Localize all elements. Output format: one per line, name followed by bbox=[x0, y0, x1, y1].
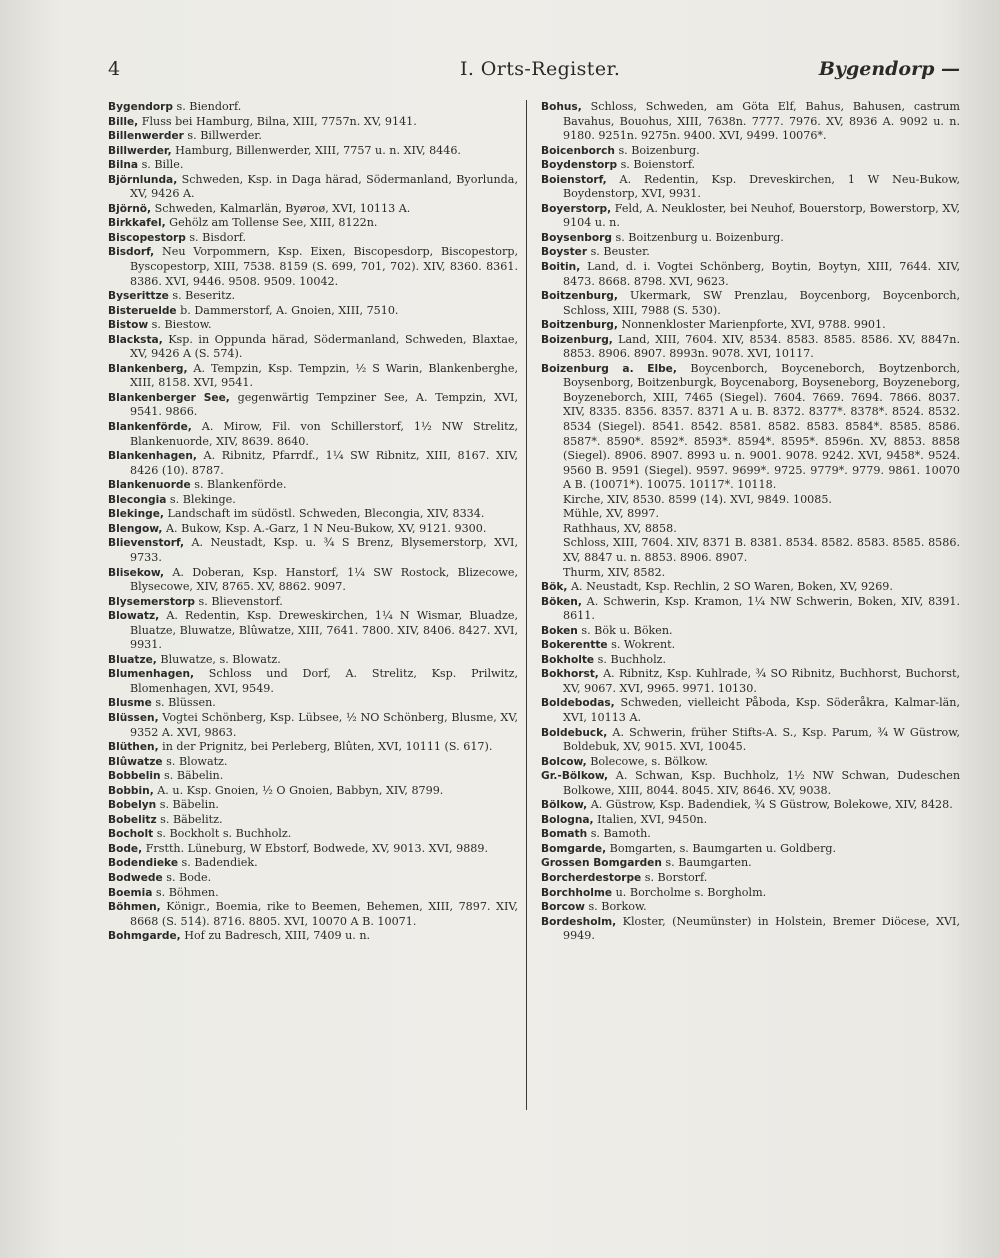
register-entry bbox=[541, 507, 960, 522]
entry-headword: Boldebodas, bbox=[541, 697, 615, 710]
entry-text: s. Bamoth. bbox=[587, 827, 651, 841]
entry-text: s. Bäbelitz. bbox=[156, 812, 223, 826]
entry-headword: Blysemerstorp bbox=[108, 595, 196, 608]
entry-text: s. Borkow. bbox=[584, 900, 647, 914]
register-entry bbox=[108, 595, 518, 610]
entry-text: s. Boitzenburg u. Boizenburg. bbox=[611, 230, 784, 244]
entry-text: Frstth. Lüneburg, W Ebstorf, Bodwede, XV, 9013. XVI, 9889. bbox=[142, 841, 489, 855]
entry-text: A. Güstrow, Ksp. Badendiek, ¾ S Güstrow, Bolekowe, XIV, 8428. bbox=[587, 798, 953, 812]
entry-headword: Bök, bbox=[541, 581, 568, 594]
register-entry bbox=[108, 886, 518, 901]
entry-headword: Bobbin, bbox=[108, 784, 154, 797]
register-entry bbox=[108, 100, 518, 115]
register-entry bbox=[541, 333, 960, 362]
register-entry bbox=[541, 827, 960, 842]
register-entry bbox=[541, 245, 960, 260]
entry-text: Schloss, Schweden, am Göta Elf, Bahus, Bahusen, castrum Bavahus, Bouohus, XIII, 7638n. 7777. 7976. XV, 8936 A. 9092 u. n. 9180. 9251n. 9275n. 9400. XVI, 9499. 10076*. bbox=[563, 100, 960, 143]
entry-text: A. Schwerin, früher Stifts-A. S., Ksp. Parum, ¾ W Güstrow, Boldebuk, XV, 9015. XVI, 10045. bbox=[563, 725, 960, 754]
register-entry bbox=[541, 173, 960, 202]
entry-headword: Böken, bbox=[541, 595, 582, 608]
entry-text: u. Borcholme s. Borgholm. bbox=[612, 885, 767, 899]
register-entry bbox=[108, 333, 518, 362]
entry-text: A. Neustadt, Ksp. Rechlin, 2 SO Waren, Boken, XV, 9269. bbox=[567, 580, 893, 594]
entry-headword: Boitin, bbox=[541, 261, 581, 274]
entry-headword: Boicenborch bbox=[541, 144, 615, 157]
entry-headword: Bobbelin bbox=[108, 770, 161, 783]
register-entry bbox=[541, 566, 960, 581]
entry-headword: Bygendorp bbox=[108, 101, 173, 113]
entry-text: A. Mirow, Fil. von Schillerstorf, 1½ NW Strelitz, Blankenuorde, XIV, 8639. 8640. bbox=[130, 420, 518, 448]
entry-text: Schloss und Dorf, A. Strelitz, Ksp. Prilwitz, Blomenhagen, XVI, 9549. bbox=[130, 667, 518, 695]
page-header bbox=[108, 58, 960, 88]
entry-text: s. Böhmen. bbox=[152, 885, 219, 899]
register-entry bbox=[541, 842, 960, 857]
entry-headword: Bodwede bbox=[108, 871, 163, 884]
register-entry bbox=[108, 362, 518, 391]
entry-headword: Bomgarde, bbox=[541, 842, 607, 855]
register-entry bbox=[541, 726, 960, 755]
entry-headword: Blengow, bbox=[108, 522, 163, 535]
entry-text: Land, XIII, 7604. XIV, 8534. 8583. 8585. 8586. XV, 8847n. 8853. 8906. 8907. 8993n. 9078. XVI, 10117. bbox=[563, 332, 960, 361]
entry-text: Neu Vorpommern, Ksp. Eixen, Biscopesdorp, Biscopestorp, Byscopestorp, XIII, 7538. 8159 (S. 699, 701, 702). XIV, 8360. 8361. 8386. XVI, 9446. 9508. 9509. 10042. bbox=[130, 245, 518, 288]
entry-headword: Bologna, bbox=[541, 813, 594, 826]
entry-headword: Bordesholm, bbox=[541, 915, 617, 928]
running-head: Bygendorp — bbox=[818, 58, 960, 80]
register-entry bbox=[541, 798, 960, 813]
entry-text: Schloss, XIII, 7604. XIV, 8371 B. 8381. 8534. 8582. 8583. 8585. 8586. XV, 8847 u. n. 8853. 8906. 8907. bbox=[563, 536, 960, 564]
register-entry bbox=[541, 144, 960, 159]
register-entry bbox=[541, 696, 960, 725]
register-entry bbox=[108, 173, 518, 202]
entry-text: Schweden, Kalmarlän, Byøroø, XVI, 10113 A. bbox=[151, 201, 411, 215]
entry-headword: Böhmen, bbox=[108, 901, 161, 914]
register-entry bbox=[541, 871, 960, 886]
entry-text: A. Redentin, Ksp. Dreveskirchen, 1 W Neu-Bukow, Boydenstorp, XVI, 9931. bbox=[563, 172, 960, 201]
entry-headword: Bisdorf, bbox=[108, 246, 155, 259]
register-entry bbox=[108, 740, 518, 755]
register-entry bbox=[541, 595, 960, 624]
entry-headword: Boysenborg bbox=[541, 231, 612, 244]
entry-headword: Boizenburg a. Elbe, bbox=[541, 362, 677, 375]
register-entry bbox=[108, 318, 518, 333]
entry-headword: Blievenstorf, bbox=[108, 537, 185, 550]
register-entry bbox=[108, 696, 518, 711]
entry-headword: Bocholt bbox=[108, 828, 154, 841]
entry-text: A. Redentin, Ksp. Dreweskirchen, 1¼ N Wismar, Bluadze, Bluatze, Bluwatze, Blûwatze, XIII, 7641. 7800. XIV, 8406. 8427. XVI, 9931. bbox=[130, 609, 518, 652]
register-entry bbox=[541, 100, 960, 144]
register-entry bbox=[108, 900, 518, 929]
register-entry bbox=[541, 886, 960, 901]
entry-headword: Borchholme bbox=[541, 886, 613, 899]
left-column bbox=[108, 100, 518, 944]
entry-text: s. Buchholz. bbox=[594, 652, 667, 666]
register-entry bbox=[108, 304, 518, 319]
entry-headword: Björnlunda, bbox=[108, 173, 178, 186]
entry-text: s. Biendorf. bbox=[172, 100, 242, 113]
entry-headword: Bodendieke bbox=[108, 857, 179, 870]
entry-headword: Bölkow, bbox=[541, 799, 588, 812]
entry-headword: Borcherdestorpe bbox=[541, 871, 642, 884]
entry-headword: Borcow bbox=[541, 901, 585, 914]
register-entry bbox=[108, 536, 518, 565]
register-entry bbox=[541, 755, 960, 770]
entry-headword: Billenwerder bbox=[108, 130, 184, 143]
entry-text: s. Biestow. bbox=[148, 318, 212, 332]
entry-headword: Boitzenburg, bbox=[541, 319, 618, 332]
entry-headword: Blowatz, bbox=[108, 610, 160, 623]
entry-text: s. Bäbelin. bbox=[156, 798, 219, 812]
entry-text: s. Boienstorf. bbox=[617, 158, 696, 172]
page-title: I. Orts-Register. bbox=[460, 58, 621, 80]
entry-headword: Byserittze bbox=[108, 290, 169, 303]
register-entry bbox=[541, 536, 960, 565]
register-entry bbox=[108, 493, 518, 508]
register-entry bbox=[108, 667, 518, 696]
entry-text: s. Bille. bbox=[138, 158, 184, 172]
entry-text: Feld, A. Neukloster, bei Neuhof, Bouerstorp, Bowerstorp, XV, 9104 u. n. bbox=[563, 201, 960, 230]
register-entry bbox=[108, 216, 518, 231]
entry-headword: Bohus, bbox=[541, 101, 582, 113]
entry-text: Kloster, (Neumünster) in Holstein, Bremer Diöcese, XVI, 9949. bbox=[563, 914, 960, 943]
entry-text: A. Doberan, Ksp. Hanstorf, 1¼ SW Rostock, Blizecowe, Blysecowe, XIV, 8765. XV, 8862. 9097. bbox=[130, 565, 518, 594]
entry-headword: Biscopestorp bbox=[108, 231, 186, 244]
entry-headword: Bode, bbox=[108, 842, 143, 855]
register-entry bbox=[541, 624, 960, 639]
register-entry bbox=[541, 915, 960, 944]
entry-headword: Bolcow, bbox=[541, 755, 587, 768]
entry-text: A. Bukow, Ksp. A.-Garz, 1 N Neu-Bukow, XV, 9121. 9300. bbox=[162, 521, 487, 535]
entry-text: s. Beuster. bbox=[587, 245, 650, 259]
entry-text: Bolecowe, s. Bölkow. bbox=[586, 754, 708, 768]
entry-headword: Boizenburg, bbox=[541, 333, 613, 346]
register-entry bbox=[541, 158, 960, 173]
entry-text: Königr., Boemia, rike to Beemen, Behemen, XIII, 7897. XIV, 8668 (S. 514). 8716. 8805. XVI, 10070 A B. 10071. bbox=[130, 900, 518, 928]
register-entry bbox=[108, 129, 518, 144]
register-entry bbox=[541, 318, 960, 333]
entry-text: Gehölz am Tollense See, XIII, 8122n. bbox=[165, 216, 378, 230]
entry-text: Hamburg, Billenwerder, XIII, 7757 u. n. XIV, 8446. bbox=[171, 143, 461, 157]
entry-text: Bomgarten, s. Baumgarten u. Goldberg. bbox=[606, 841, 837, 855]
entry-text: Fluss bei Hamburg, Bilna, XIII, 7757n. XV, 9141. bbox=[138, 114, 417, 128]
entry-headword: Blekinge, bbox=[108, 508, 164, 521]
entry-text: s. Boizenburg. bbox=[614, 143, 700, 157]
entry-text: A. Neustadt, Ksp. u. ¾ S Brenz, Blysemerstorp, XVI, 9733. bbox=[130, 536, 518, 564]
entry-text: Rathhaus, XV, 8858. bbox=[563, 521, 677, 535]
register-entry bbox=[108, 522, 518, 537]
entry-text: s. Beseritz. bbox=[168, 289, 236, 303]
entry-headword: Blûwatze bbox=[108, 755, 163, 768]
register-entry bbox=[108, 144, 518, 159]
entry-headword: Björnö, bbox=[108, 202, 152, 215]
entry-headword: Bisteruelde bbox=[108, 304, 177, 317]
entry-headword: Boemia bbox=[108, 886, 153, 899]
entry-headword: Boienstorf, bbox=[541, 173, 607, 186]
register-entry bbox=[108, 653, 518, 668]
register-entry bbox=[108, 842, 518, 857]
register-entry bbox=[108, 245, 518, 289]
register-entry bbox=[541, 653, 960, 668]
entry-headword: Grossen Bomgarden bbox=[541, 857, 662, 870]
entry-text: Landschaft im südöstl. Schweden, Blecongia, XIV, 8334. bbox=[163, 507, 485, 521]
entry-text: Hof zu Badresch, XIII, 7409 u. n. bbox=[180, 929, 371, 943]
register-entry bbox=[541, 362, 960, 493]
register-entry bbox=[541, 638, 960, 653]
register-entry bbox=[108, 813, 518, 828]
entry-text: s. Bode. bbox=[162, 870, 212, 884]
register-entry bbox=[108, 755, 518, 770]
register-entry bbox=[541, 493, 960, 508]
register-entry bbox=[541, 856, 960, 871]
register-entry bbox=[541, 900, 960, 915]
entry-text: s. Blankenförde. bbox=[190, 478, 287, 492]
page-number: 4 bbox=[108, 58, 121, 80]
entry-text: s. Bök u. Böken. bbox=[577, 623, 673, 637]
register-entry bbox=[541, 667, 960, 696]
register-entry bbox=[108, 798, 518, 813]
entry-headword: Bistow bbox=[108, 319, 149, 332]
register-entry bbox=[108, 871, 518, 886]
entry-text: A. Tempzin, Ksp. Tempzin, ½ S Warin, Blankenberghe, XIII, 8158. XVI, 9541. bbox=[130, 361, 518, 390]
entry-headword: Blankenhagen, bbox=[108, 450, 197, 463]
entry-headword: Blüssen, bbox=[108, 711, 159, 724]
entry-text: A. Ribnitz, Ksp. Kuhlrade, ¾ SO Ribnitz, Buchhorst, Buchorst, XV, 9067. XVI, 9965. 9971. 10130. bbox=[563, 667, 960, 695]
entry-text: Vogtei Schönberg, Ksp. Lübsee, ½ NO Schönberg, Blusme, XV, 9352 A. XVI, 9863. bbox=[130, 710, 518, 739]
entry-headword: Bohmgarde, bbox=[108, 930, 181, 943]
entry-text: s. Blievenstorf. bbox=[195, 594, 283, 608]
entry-text: A. u. Ksp. Gnoien, ½ O Gnoien, Babbyn, XIV, 8799. bbox=[153, 783, 444, 797]
entry-text: Mühle, XV, 8997. bbox=[563, 507, 659, 521]
entry-text: Schweden, vielleicht Påboda, Ksp. Söderåkra, Kalmar-län, XVI, 10113 A. bbox=[563, 696, 960, 724]
entry-headword: Bokholte bbox=[541, 653, 595, 666]
entry-headword: Boydenstorp bbox=[541, 159, 618, 172]
register-entry bbox=[108, 769, 518, 784]
entry-headword: Blusme bbox=[108, 697, 152, 710]
register-entry bbox=[541, 813, 960, 828]
entry-headword: Blankenuorde bbox=[108, 479, 191, 492]
entry-headword: Blisekow, bbox=[108, 566, 164, 579]
register-entry bbox=[541, 289, 960, 318]
entry-text: Ukermark, SW Prenzlau, Boycenborg, Boycenborch, Schloss, XIII, 7988 (S. 530). bbox=[563, 289, 960, 317]
entry-headword: Bluatze, bbox=[108, 653, 157, 666]
entry-text: Ksp. in Oppunda härad, Södermanland, Schweden, Blaxtae, XV, 9426 A (S. 574). bbox=[130, 332, 518, 361]
entry-text: s. Bisdorf. bbox=[185, 230, 247, 244]
register-entry bbox=[108, 784, 518, 799]
entry-text: A. Schwan, Ksp. Buchholz, 1½ NW Schwan, Dudeschen Bolkowe, XIII, 8044. 8045. XIV, 8646. XV, 9038. bbox=[563, 769, 960, 797]
register-entry bbox=[108, 115, 518, 130]
register-entry bbox=[108, 231, 518, 246]
entry-headword: Blecongia bbox=[108, 493, 167, 506]
register-entry bbox=[108, 420, 518, 449]
entry-text: s. Blowatz. bbox=[162, 754, 228, 768]
right-column bbox=[541, 100, 960, 944]
entry-text: Kirche, XIV, 8530. 8599 (14). XVI, 9849. 10085. bbox=[563, 492, 832, 506]
register-entry bbox=[108, 711, 518, 740]
entry-headword: Boldebuck, bbox=[541, 726, 608, 739]
entry-text: s. Blüssen. bbox=[151, 696, 216, 710]
entry-headword: Boitzenburg, bbox=[541, 290, 618, 303]
entry-text: b. Dammerstorf, A. Gnoien, XIII, 7510. bbox=[176, 303, 399, 317]
entry-headword: Blüthen, bbox=[108, 741, 159, 754]
register-entry bbox=[108, 449, 518, 478]
entry-headword: Gr.-Bölkow, bbox=[541, 770, 608, 783]
entry-headword: Bokerentte bbox=[541, 639, 608, 652]
entry-headword: Bokhorst, bbox=[541, 668, 599, 681]
entry-text: s. Wokrent. bbox=[607, 638, 676, 652]
register-entry bbox=[541, 260, 960, 289]
entry-headword: Boken bbox=[541, 624, 578, 637]
entry-headword: Blankenberg, bbox=[108, 362, 188, 375]
register-entry bbox=[108, 478, 518, 493]
entry-text: s. Blekinge. bbox=[166, 492, 236, 506]
register-entry bbox=[108, 929, 518, 944]
register-entry bbox=[108, 827, 518, 842]
entry-text: A. Ribnitz, Pfarrdf., 1¼ SW Ribnitz, XIII, 8167. XIV, 8426 (10). 8787. bbox=[130, 449, 518, 477]
entry-text: A. Schwerin, Ksp. Kramon, 1¼ NW Schwerin, Boken, XIV, 8391. 8611. bbox=[563, 594, 960, 623]
register-entry bbox=[541, 522, 960, 537]
entry-headword: Bilna bbox=[108, 159, 139, 172]
entry-text: s. Billwerder. bbox=[183, 129, 262, 143]
register-entry bbox=[541, 202, 960, 231]
register-entry bbox=[108, 566, 518, 595]
entry-headword: Billwerder, bbox=[108, 144, 172, 157]
register-entry bbox=[108, 856, 518, 871]
entry-headword: Blumenhagen, bbox=[108, 668, 195, 681]
entry-text: s. Badendiek. bbox=[178, 856, 258, 870]
entry-headword: Boyster bbox=[541, 246, 588, 259]
register-entry bbox=[541, 580, 960, 595]
entry-headword: Boyerstorp, bbox=[541, 202, 612, 215]
register-entry bbox=[108, 609, 518, 653]
entry-text: s. Bockholt s. Buchholz. bbox=[153, 827, 292, 841]
entry-headword: Bobelyn bbox=[108, 799, 157, 812]
entry-headword: Blankenberger See, bbox=[108, 391, 230, 404]
entry-text: in der Prignitz, bei Perleberg, Blûten, XVI, 10111 (S. 617). bbox=[158, 740, 493, 754]
entry-text: Boycenborch, Boyceneborch, Boytzenborch, Boysenborg, Boitzenburgk, Boycenaborg, Boyseneborg, Boyzeneborg, Boyzeneborch, XIII, 7465 (Siegel). 7604. 7669. 7694. 7866. 8037. XIV, 8335. 8356. 8357. 8371 A u. B. 8372. 8377*. 8378*. 8524. 8532. 8534 (Siegel). 8541. 8542. 8581. 8582. 8583. 8584*. 8585. 8586. 8587*. 8590*. 8592*. 8593*. 8594*. 8595*. 8596n. XV, 8853. 8858 (Siegel). 8906. 8907. 8993 u. n. 9001. 9078. 9242. XVI, 9458*. 9524. 9560 B. 9591 (Siegel). 9597. 9699*. 9725. 9779*. 9779. 9861. 10070 A B. (10071*). 10075. 10117*. 10118. bbox=[563, 361, 960, 492]
entry-text: Schweden, Ksp. in Daga härad, Södermanland, Byorlunda, XV, 9426 A. bbox=[130, 172, 518, 201]
entry-text: s. Bäbelin. bbox=[160, 769, 224, 783]
register-entry bbox=[108, 391, 518, 420]
register-entry bbox=[541, 769, 960, 798]
entry-headword: Birkkafel, bbox=[108, 217, 166, 230]
entry-text: s. Borstorf. bbox=[641, 870, 708, 884]
register-entry bbox=[541, 231, 960, 246]
register-entry bbox=[108, 289, 518, 304]
entry-text: gegenwärtig Tempziner See, A. Tempzin, XVI, 9541. 9866. bbox=[130, 390, 518, 419]
entry-headword: Bomath bbox=[541, 828, 588, 841]
entry-text: Italien, XVI, 9450n. bbox=[593, 812, 708, 826]
entry-headword: Blankenförde, bbox=[108, 421, 192, 434]
entry-text: Land, d. i. Vogtei Schönberg, Boytin, Boytyn, XIII, 7644. XIV, 8473. 8668. 8798. XVI, 9623. bbox=[563, 260, 960, 288]
register-entry bbox=[108, 158, 518, 173]
register-entry bbox=[108, 507, 518, 522]
entry-text: Bluwatze, s. Blowatz. bbox=[156, 652, 281, 666]
entry-headword: Blacksta, bbox=[108, 333, 163, 346]
entry-text: Nonnenkloster Marienpforte, XVI, 9788. 9901. bbox=[617, 318, 886, 332]
entry-headword: Bobelitz bbox=[108, 813, 157, 826]
entry-text: s. Baumgarten. bbox=[661, 856, 752, 870]
entry-headword: Bille, bbox=[108, 115, 139, 128]
column-divider bbox=[526, 100, 527, 1110]
register-entry bbox=[108, 202, 518, 217]
entry-text: Thurm, XIV, 8582. bbox=[563, 565, 666, 579]
